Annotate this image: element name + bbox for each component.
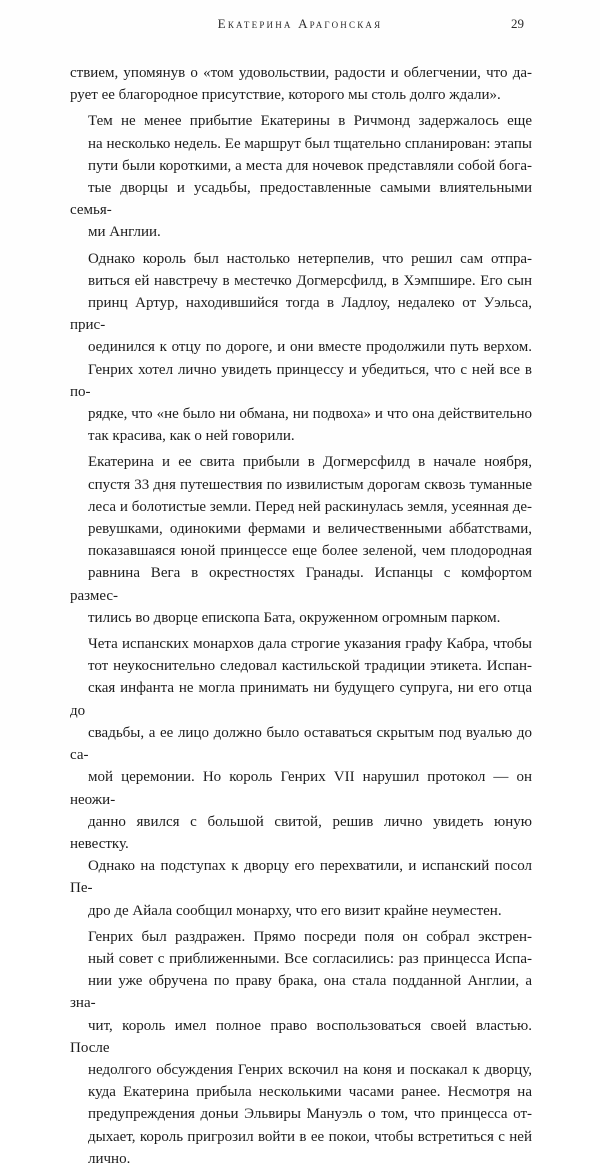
text-line: оединился к отцу по дороге, и они вместе продолжили путь верхом. — [88, 339, 532, 356]
text-line: Генрих хотел лично увидеть принцессу и убедиться, что с ней все в по- — [70, 361, 532, 400]
text-line: Екатерина и ее свита прибыли в Догмерсфилд в начале ноября, — [88, 454, 532, 471]
running-head — [0, 16, 600, 36]
text-line: мой церемонии. Но король Генрих VII нарушил протокол — он неожи- — [70, 769, 532, 808]
text-line: ская инфанта не могла принимать ни будущего супруга, ни его отца до — [70, 680, 532, 719]
text-line: на несколько недель. Ее маршрут был тщательно спланирован: этапы — [88, 135, 532, 152]
text-line: дро де Айала сообщил монарху, что его визит крайне неуместен. — [88, 902, 502, 919]
text-line: Чета испанских монархов дала строгие указания графу Кабра, чтобы — [88, 636, 532, 653]
text-line: ревушками, одинокими фермами и величественными аббатствами, — [88, 521, 532, 538]
text-line: пути были короткими, а места для ночевок представляли собой бога- — [88, 157, 532, 174]
text-line: данно явился с большой свитой, решив лично увидеть юную невестку. — [70, 813, 532, 852]
paragraph — [70, 110, 532, 243]
text-line: Генрих был раздражен. Прямо посреди поля он собрал экстрен- — [88, 928, 532, 945]
body-text — [70, 62, 532, 1174]
page-number: 29 — [511, 16, 524, 31]
text-line: тились во дворце епископа Бата, окруженном огромным парком. — [88, 609, 501, 626]
text-line: Однако король был настолько нетерпелив, что решил сам отпра- — [88, 250, 532, 267]
paragraph — [70, 62, 532, 106]
text-line: Однако на подступах к дворцу его перехватили, и испанский посол Пе- — [70, 858, 532, 897]
text-line: предупреждения доньи Эльвиры Мануэль о том, что принцесса от- — [88, 1106, 532, 1123]
text-line: виться ей навстречу в местечко Догмерсфилд, в Хэмпшире. Его сын — [88, 272, 532, 289]
paragraph — [70, 926, 532, 1170]
text-line: нии уже обручена по праву брака, она стала подданной Англии, а зна- — [70, 973, 532, 1012]
text-line: ный совет с приближенными. Все согласились: раз принцесса Испа- — [88, 950, 532, 967]
text-line: равнина Вега в окрестностях Гранады. Испанцы с комфортом размес- — [70, 565, 532, 604]
text-line: ми Англии. — [88, 224, 161, 241]
paragraph — [70, 248, 532, 448]
text-line: рядке, что «не было ни обмана, ни подвоха» и что она действительно — [88, 406, 532, 423]
text-line: леса и болотистые земли. Перед ней раскинулась земля, усеянная де- — [88, 498, 532, 515]
text-line: спустя 33 дня путешествия по извилистым дорогам сквозь туманные — [88, 476, 532, 493]
text-line: чит, король имел полное право воспользоваться своей властью. После — [70, 1017, 532, 1056]
text-line: рует ее благородное присутствие, которого мы столь долго ждали». — [70, 87, 501, 104]
paragraph — [70, 633, 532, 922]
text-line: тот неукоснительно следовал кастильской традиции этикета. Испан- — [88, 658, 532, 675]
running-title: Екатерина Арагонская — [217, 16, 383, 31]
text-line: куда Екатерина прибыла несколькими часами ранее. Несмотря на — [88, 1084, 532, 1101]
text-line: Тем не менее прибытие Екатерины в Ричмонд задержалось еще — [88, 113, 532, 130]
paragraph — [70, 451, 532, 629]
text-line: так красива, как о ней говорили. — [88, 428, 295, 445]
text-line: свадьбы, а ее лицо должно было оставаться скрытым под вуалью до са- — [70, 724, 532, 764]
text-line: показавшаяся юной принцессе еще более зеленой, чем плодородная — [88, 543, 532, 560]
text-line: ствием, упомянув о «том удовольствии, радости и облегчении, что да- — [70, 65, 532, 81]
text-line: тые дворцы и усадьбы, предоставленные самыми влиятельными семья- — [70, 180, 532, 219]
text-line: недолгого обсуждения Генрих вскочил на коня и поскакал к дворцу, — [88, 1061, 532, 1078]
text-line: лично. — [88, 1150, 131, 1167]
text-line: дыхает, король пригрозил войти в ее покои, чтобы встретиться с ней — [88, 1128, 532, 1145]
text-line: принц Артур, находившийся тогда в Ладлоу, недалеко от Уэльса, прис- — [70, 295, 532, 334]
